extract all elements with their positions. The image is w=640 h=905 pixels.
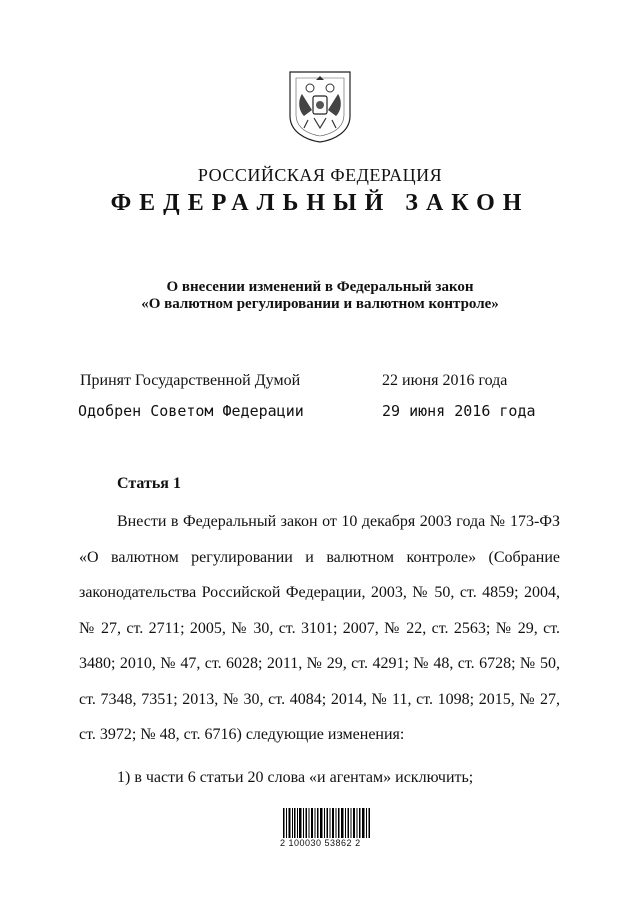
barcode-number: 2 100030 53862 2 <box>280 838 361 848</box>
duma-adoption-date: 22 июня 2016 года <box>382 372 508 389</box>
article-paragraph: Внести в Федеральный закон от 10 декабря 2003 года № 173-ФЗ «О валютном регулировании и валютном контроле» (Собрание законодательства Российской Федерации, 2003, № 50, ст. 4859; 2004, № 27, ст. 2711; 2005, № 30, ст. 3101; 2007, № 22, ст. 2563; № 29, ст. 3480; 2010, № 47, ст. 6028; 2011, № 29, ст. 4291; № 48, ст. 6728; № 50, ст. 7348, 7351; 2013, № 30, ст. 4084; 2014, № 11, ст. 1098; 2015, № 27, ст. 3972; № 48, ст. 6716) следующие изменения: <box>79 513 560 743</box>
law-type: ФЕДЕРАЛЬНЫЙ ЗАКОН <box>110 190 530 216</box>
article-item-1: 1) в части 6 статьи 20 слова «и агентам» исключить; <box>117 769 474 786</box>
article-heading: Статья 1 <box>117 475 181 492</box>
barcode-icon <box>283 808 371 838</box>
country-name: РОССИЙСКАЯ ФЕДЕРАЦИЯ <box>197 165 443 185</box>
law-title-line2: «О валютном регулировании и валютном контроле» <box>141 296 499 312</box>
council-approval-label: Одобрен Советом Федерации <box>78 402 304 420</box>
duma-adoption-label: Принят Государственной Думой <box>80 372 301 389</box>
council-approval-date: 29 июня 2016 года <box>382 402 536 420</box>
coat-of-arms-icon <box>288 70 352 144</box>
law-title-line1: О внесении изменений в Федеральный закон <box>166 279 474 295</box>
